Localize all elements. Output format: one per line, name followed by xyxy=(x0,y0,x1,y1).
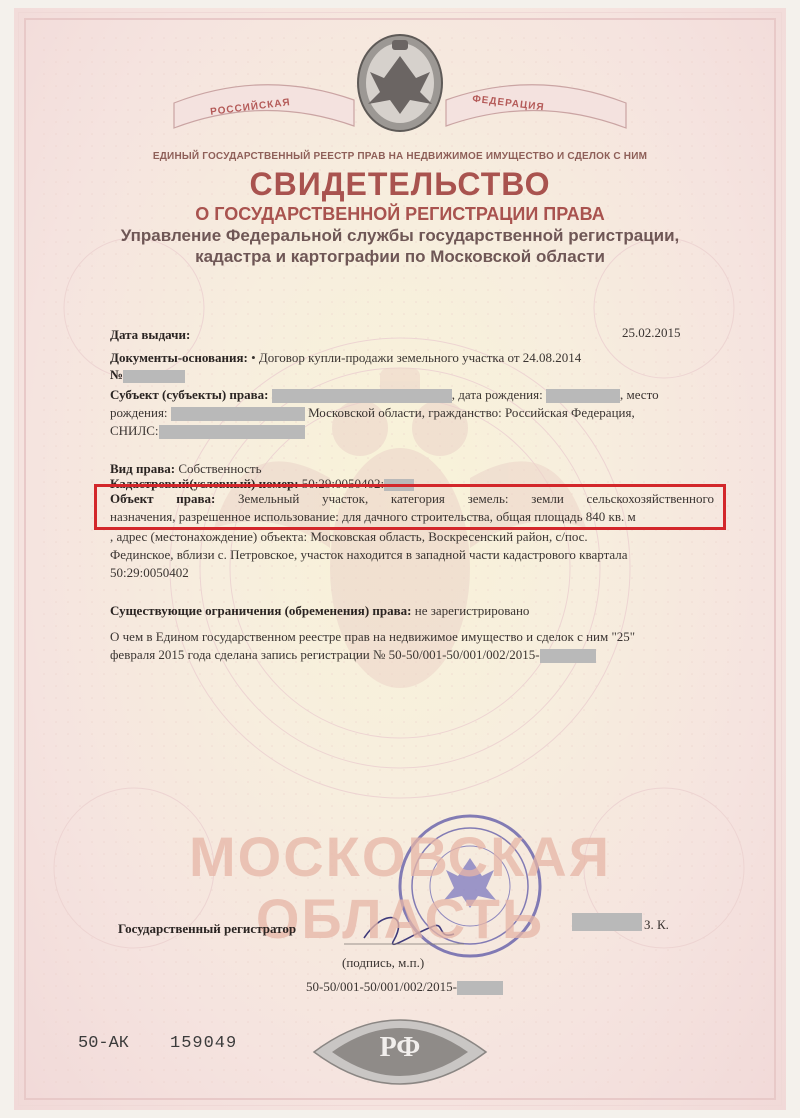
documents-label: Документы-основания: xyxy=(110,350,248,365)
registrar-number-row xyxy=(306,978,503,995)
agency-line-1: Управление Федеральной службы государственной регистрации, xyxy=(120,226,680,245)
snils-row xyxy=(110,422,305,439)
banner-left: РОССИЙСКАЯ xyxy=(209,97,292,118)
registrar-label: Государственный регистратор xyxy=(118,921,297,936)
documents-value: • Договор купли-продажи земельного участка от 24.08.2014 xyxy=(251,350,582,365)
form-number: 159049 xyxy=(170,1034,238,1053)
redacted-birthplace xyxy=(171,407,305,421)
record-line-2 xyxy=(110,646,714,663)
emblem-rf-text: РФ xyxy=(379,1032,421,1063)
right-type-label: Вид права: xyxy=(110,461,176,476)
redacted-birth-date xyxy=(546,389,620,403)
registrar-initials: З. К. xyxy=(644,917,669,932)
restrictions-label: Существующие ограничения (обременения) права: xyxy=(110,603,412,618)
highlight-box xyxy=(94,484,726,530)
redacted-number xyxy=(123,370,185,383)
object-label: Объект права: xyxy=(110,491,216,506)
redacted-registrar-name xyxy=(572,913,642,931)
object-line-4: Фединское, вблизи с. Петровское, участок находится в западной части кадастрового квартала xyxy=(110,547,628,562)
birthplace-text: Московской области, гражданство: Российская Федерация, xyxy=(308,405,635,420)
redacted-snils xyxy=(159,425,305,439)
restrictions-row xyxy=(110,602,529,619)
form-series: 50-АК xyxy=(78,1034,130,1053)
certificate-sheet xyxy=(14,8,786,1110)
object-line-2: назначения, разрешенное использование: для дачного строительства, общая площадь 840 кв. м xyxy=(110,509,636,524)
signature-note: (подпись, м.п.) xyxy=(342,955,425,970)
redacted-registrar-number-suffix xyxy=(457,981,503,995)
record-text-2: февраля 2015 года сделана запись регистрации № 50-50/001-50/001/002/2015- xyxy=(110,647,540,662)
issue-date-label: Дата выдачи: xyxy=(110,327,191,342)
redacted-record-suffix xyxy=(540,649,596,663)
document-title: СВИДЕТЕЛЬСТВО xyxy=(249,166,551,202)
watermark-line-1: МОСКОВСКАЯ xyxy=(188,825,611,888)
cadastral-label: Кадастровый(условный) номер: xyxy=(110,476,299,491)
object-text-1: Земельный участок, категория земель: земли сельскохозяйственного xyxy=(238,491,715,506)
snils-label: СНИЛС: xyxy=(110,423,159,438)
object-line-3: , адрес (местонахождение) объекта: Московская область, Воскресенский район, с/пос. xyxy=(110,529,588,544)
documents-number-label: № xyxy=(110,367,124,382)
watermark-line-2: ОБЛАСТЬ xyxy=(255,887,545,950)
document-subtitle: О ГОСУДАРСТВЕННОЙ РЕГИСТРАЦИИ ПРАВА xyxy=(195,204,605,224)
subject-row-1 xyxy=(110,386,714,403)
place-label: , место xyxy=(619,387,659,402)
documents-number-row xyxy=(110,366,185,383)
documents-row xyxy=(110,349,581,366)
right-type-value: Собственность xyxy=(178,461,262,476)
birthplace-label: рождения: xyxy=(110,405,168,420)
issue-date-value: 25.02.2015 xyxy=(622,325,681,340)
redacted-name xyxy=(272,389,452,403)
registrar-number: 50-50/001-50/001/002/2015- xyxy=(306,979,457,994)
object-line-5: 50:29:0050402 xyxy=(110,565,189,580)
cadastral-value: 50:29:0050402: xyxy=(301,476,385,491)
record-line-1: О чем в Едином государственном реестре прав на недвижимое имущество и сделок с ним "25" xyxy=(110,629,636,644)
agency-line-2: кадастра и картографии по Московской области xyxy=(195,247,605,266)
subject-row-2 xyxy=(110,404,714,421)
restrictions-value: не зарегистрировано xyxy=(414,603,530,618)
agency-name xyxy=(14,225,786,267)
subject-label: Субъект (субъекты) права: xyxy=(110,387,269,402)
banner-right: ФЕДЕРАЦИЯ xyxy=(471,93,546,114)
registry-line: ЕДИНЫЙ ГОСУДАРСТВЕННЫЙ РЕЕСТР ПРАВ НА НЕДВИЖИМОЕ ИМУЩЕСТВО И СДЕЛОК С НИМ xyxy=(152,151,648,162)
birth-date-label: , дата рождения: xyxy=(451,387,543,402)
